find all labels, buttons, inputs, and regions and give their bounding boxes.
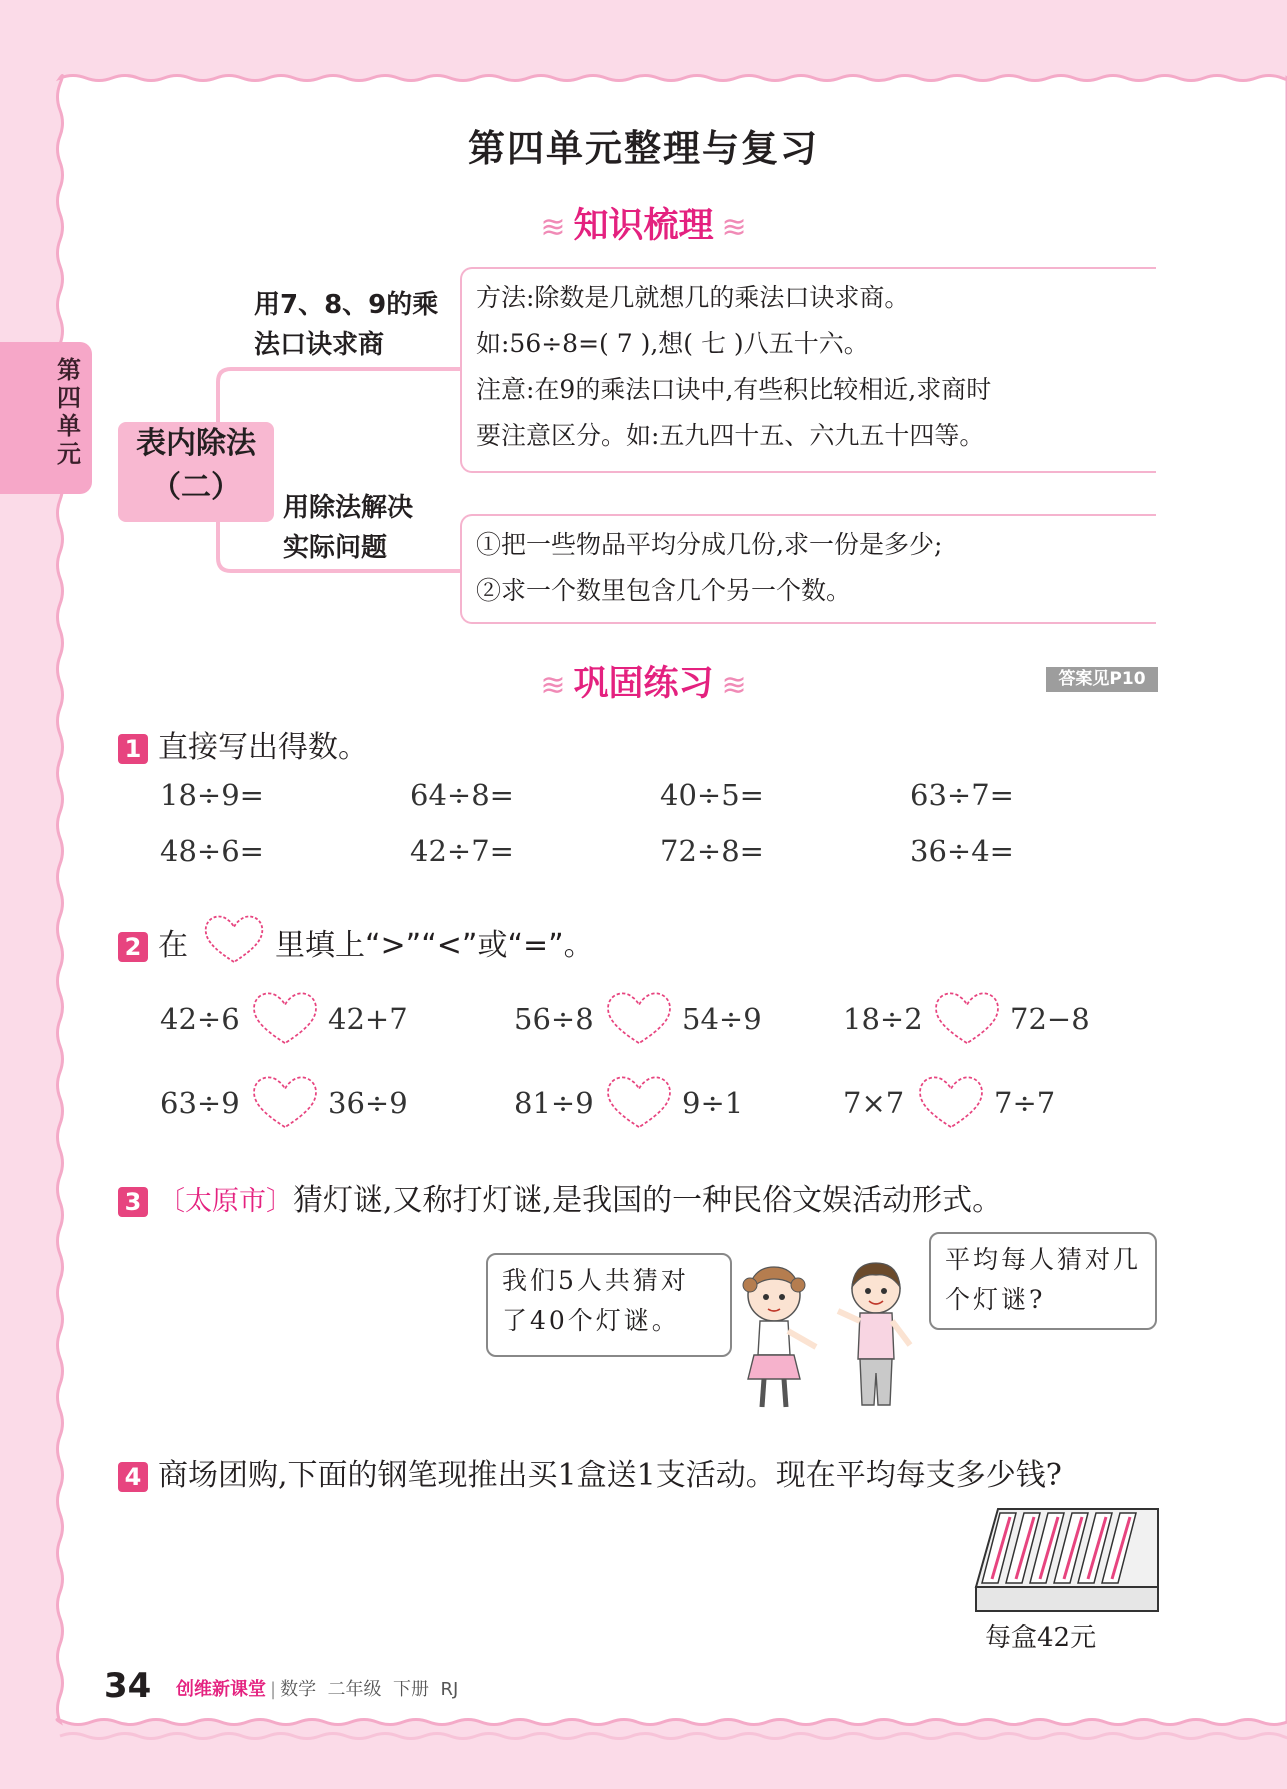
compare-left: 18÷2 (843, 1002, 923, 1036)
girl-speech-line-2: 了40个灯谜。 (502, 1306, 680, 1335)
question-3-text: 猜灯谜,又称打灯谜,是我国的一种民俗文娱活动形式。 (293, 1183, 1003, 1218)
compare-right: 54÷9 (682, 1002, 762, 1036)
footer-brand: 创维新课堂 (176, 1679, 266, 1700)
compare-right: 42+7 (328, 1002, 408, 1036)
compare-right: 7÷7 (994, 1086, 1056, 1120)
girl-figure-icon (743, 1267, 816, 1407)
question-2-text-after: 里填上“>”“<”或“=”。 (275, 928, 594, 963)
branch-2-label-line-2: 实际问题 (283, 533, 388, 563)
answer-heart-input[interactable] (916, 1072, 986, 1132)
answer-heart-input[interactable] (932, 988, 1002, 1048)
question-4-text: 商场团购,下面的钢笔现推出买1盒送1支活动。现在平均每支多少钱? (158, 1458, 1062, 1493)
calc-item: 42÷7= (410, 834, 514, 868)
compare-left: 56÷8 (514, 1002, 594, 1036)
question-number: 1 (118, 734, 148, 764)
boy-speech-line-2: 个灯谜? (945, 1285, 1046, 1314)
wave-decoration-icon: ≋ (721, 210, 747, 245)
branch-1-label-line-2: 法口诀求商 (254, 330, 385, 360)
answer-heart-input[interactable] (250, 1072, 320, 1132)
question-4 (118, 1450, 1062, 1494)
calc-item: 36÷4= (910, 834, 1014, 868)
method-line: 方法:除数是几就想几的乘法口诀求商。 (476, 283, 910, 312)
question-2-text-before: 在 (158, 928, 188, 963)
wave-decoration-icon: ≋ (721, 668, 747, 703)
compare-left: 81÷9 (514, 1086, 594, 1120)
girl-speech-bubble (486, 1253, 732, 1357)
branch-1-label (254, 285, 438, 365)
question-2 (118, 920, 188, 964)
topic-line-1: 表内除法 (136, 426, 256, 461)
page-number: 34 (104, 1666, 152, 1706)
footer-info (176, 1675, 458, 1701)
children-illustration (730, 1255, 930, 1425)
footer-grade: 二年级 (327, 1679, 382, 1700)
box-price-label: 每盒42元 (985, 1623, 1097, 1653)
region-tag: 〔太原市〕 (158, 1186, 293, 1217)
question-3 (118, 1175, 1002, 1219)
answer-heart-input[interactable] (604, 988, 674, 1048)
wave-decoration-icon: ≋ (540, 210, 566, 245)
heart-icon (202, 912, 266, 966)
question-number: 2 (118, 932, 148, 962)
question-1-text: 直接写出得数。 (158, 730, 368, 765)
girl-speech-line-1: 我们5人共猜对 (502, 1266, 689, 1295)
example-line: 如:56÷8=( 7 ),想( 七 )八五十六。 (476, 329, 869, 358)
question-1 (118, 722, 368, 766)
compare-right: 72−8 (1010, 1002, 1090, 1036)
answer-heart-input[interactable] (250, 988, 320, 1048)
compare-right: 36÷9 (328, 1086, 408, 1120)
calc-item: 64÷8= (410, 778, 514, 812)
footer-subject: 数学 (280, 1679, 317, 1700)
boy-speech-line-1: 平均每人猜对几 (945, 1245, 1142, 1274)
compare-left: 42÷6 (160, 1002, 240, 1036)
application-line-2: ②求一个数里包含几个另一个数。 (476, 576, 852, 605)
pen-box-icon (970, 1505, 1166, 1617)
caution-line: 注意:在9的乘法口诀中,有些积比较相近,求商时 (476, 375, 992, 404)
topic-box (118, 422, 274, 522)
question-number: 3 (118, 1187, 148, 1217)
topic-line-2: （二） (151, 470, 241, 505)
compare-right: 9÷1 (682, 1086, 744, 1120)
branch-2-label (283, 488, 413, 568)
method-note-box (460, 267, 1156, 473)
page-title: 第四单元整理与复习 (468, 127, 819, 170)
unit-side-tab-label: 第四单元 (57, 356, 81, 468)
wave-decoration-icon: ≋ (540, 668, 566, 703)
answer-reference-tag: 答案见P10 (1046, 667, 1158, 692)
calc-item: 63÷7= (910, 778, 1014, 812)
boy-figure-icon (838, 1263, 910, 1405)
calc-item: 72÷8= (660, 834, 764, 868)
compare-left: 63÷9 (160, 1086, 240, 1120)
calc-item: 48÷6= (160, 834, 264, 868)
answer-heart-input[interactable] (604, 1072, 674, 1132)
calc-item: 40÷5= (660, 778, 764, 812)
boy-speech-bubble (929, 1232, 1157, 1330)
calc-item: 18÷9= (160, 778, 264, 812)
footer-edition: RJ (440, 1679, 459, 1700)
caution-line-continued: 要注意区分。如:五九四十五、六九五十四等。 (476, 421, 985, 450)
question-number: 4 (118, 1462, 148, 1492)
footer-volume: 下册 (392, 1679, 429, 1700)
application-line-1: ①把一些物品平均分成几份,求一份是多少; (476, 530, 943, 559)
knowledge-heading-text: 知识梳理 (573, 206, 714, 246)
branch-1-label-line-1: 用7、8、9的乘 (254, 290, 439, 320)
branch-2-label-line-1: 用除法解决 (283, 493, 414, 523)
footer-separator: | (270, 1679, 277, 1700)
compare-left: 7×7 (843, 1086, 905, 1120)
practice-heading-text: 巩固练习 (573, 664, 714, 704)
application-note-box (460, 514, 1156, 624)
